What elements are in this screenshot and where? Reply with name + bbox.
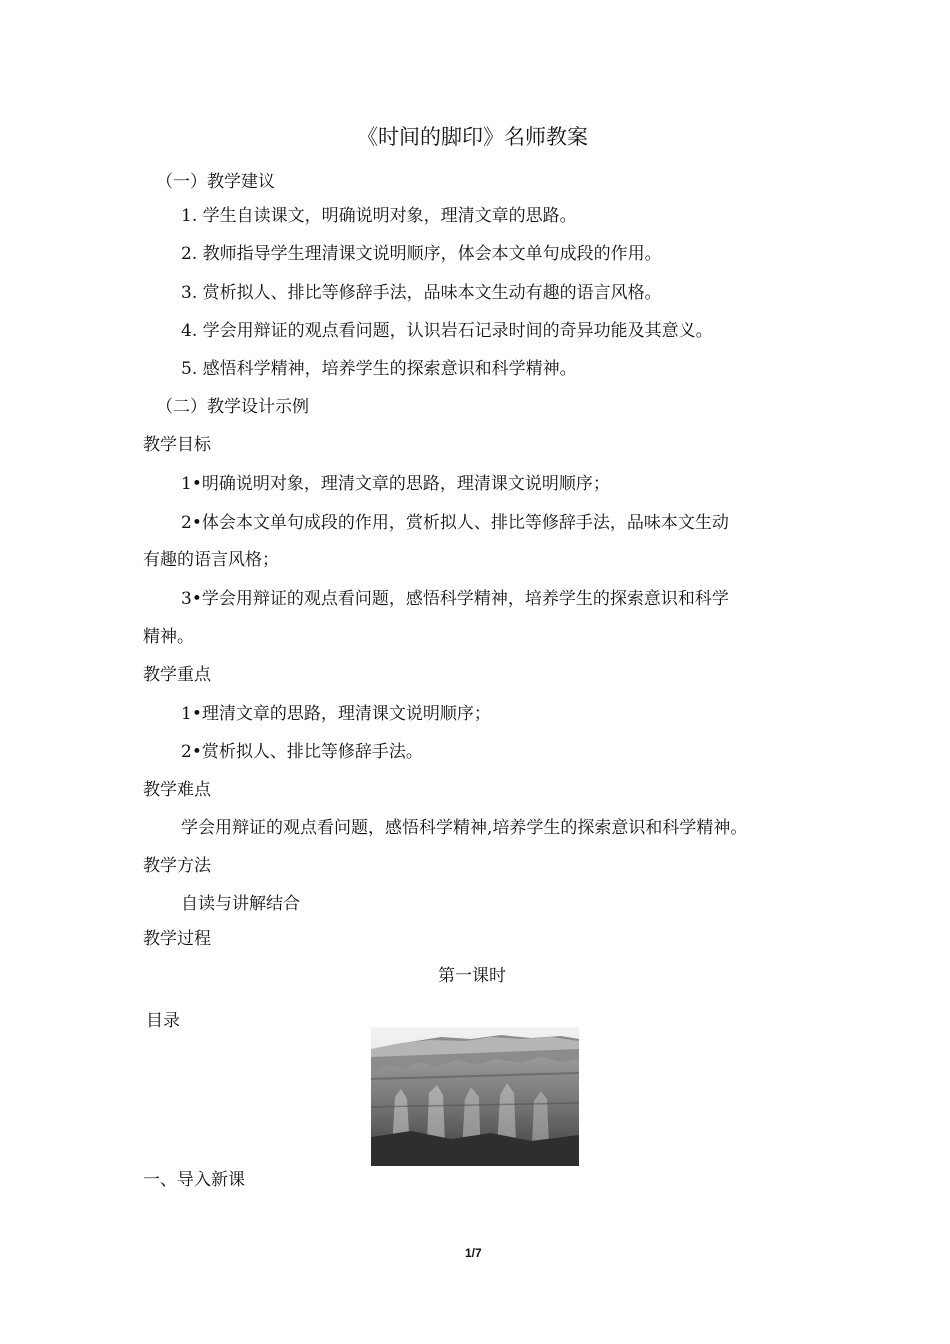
goal-item-continuation: 精神。 — [143, 627, 194, 647]
suggestion-item: 5. 感悟科学精神，培养学生的探索意识和科学精神。 — [181, 359, 577, 379]
method-text: 自读与讲解结合 — [181, 894, 300, 914]
section-intro-heading: 一、导入新课 — [143, 1170, 245, 1190]
rock-formation-illustration — [371, 1027, 579, 1166]
section-heading-suggestions: （一）教学建议 — [156, 172, 275, 192]
toc-label: 目录 — [146, 1011, 180, 1031]
goal-item: 2•体会本文单句成段的作用，赏析拟人、排比等修辞手法，品味本文生动 — [181, 513, 729, 533]
rock-formation-photo — [371, 1027, 579, 1166]
goal-item: 1•明确说明对象，理清文章的思路，理清课文说明顺序； — [181, 474, 610, 494]
suggestion-item: 1. 学生自读课文，明确说明对象，理清文章的思路。 — [181, 206, 577, 226]
key-point-item: 1•理清文章的思路，理清课文说明顺序； — [181, 704, 491, 724]
goal-item: 3•学会用辩证的观点看问题，感悟科学精神，培养学生的探索意识和科学 — [181, 589, 729, 609]
difficulty-heading: 教学难点 — [143, 780, 211, 800]
section-heading-design: （二）教学设计示例 — [156, 397, 309, 417]
document-title: 《时间的脚印》名师教案 — [357, 125, 588, 149]
difficulty-text: 学会用辩证的观点看问题，感悟科学精神,培养学生的探索意识和科学精神。 — [181, 818, 748, 838]
key-points-heading: 教学重点 — [143, 665, 211, 685]
goal-item-continuation: 有趣的语言风格； — [143, 550, 279, 570]
page-number: 1/7 — [465, 1246, 482, 1260]
suggestion-item: 3. 赏析拟人、排比等修辞手法，品味本文生动有趣的语言风格。 — [181, 283, 662, 303]
suggestion-item: 4. 学会用辩证的观点看问题，认识岩石记录时间的奇异功能及其意义。 — [181, 321, 713, 341]
key-point-item: 2•赏析拟人、排比等修辞手法。 — [181, 742, 423, 762]
goals-heading: 教学目标 — [143, 435, 211, 455]
process-heading: 教学过程 — [143, 929, 211, 949]
method-heading: 教学方法 — [143, 856, 211, 876]
suggestion-item: 2. 教师指导学生理清课文说明顺序，体会本文单句成段的作用。 — [181, 244, 662, 264]
lesson-label: 第一课时 — [438, 966, 506, 986]
